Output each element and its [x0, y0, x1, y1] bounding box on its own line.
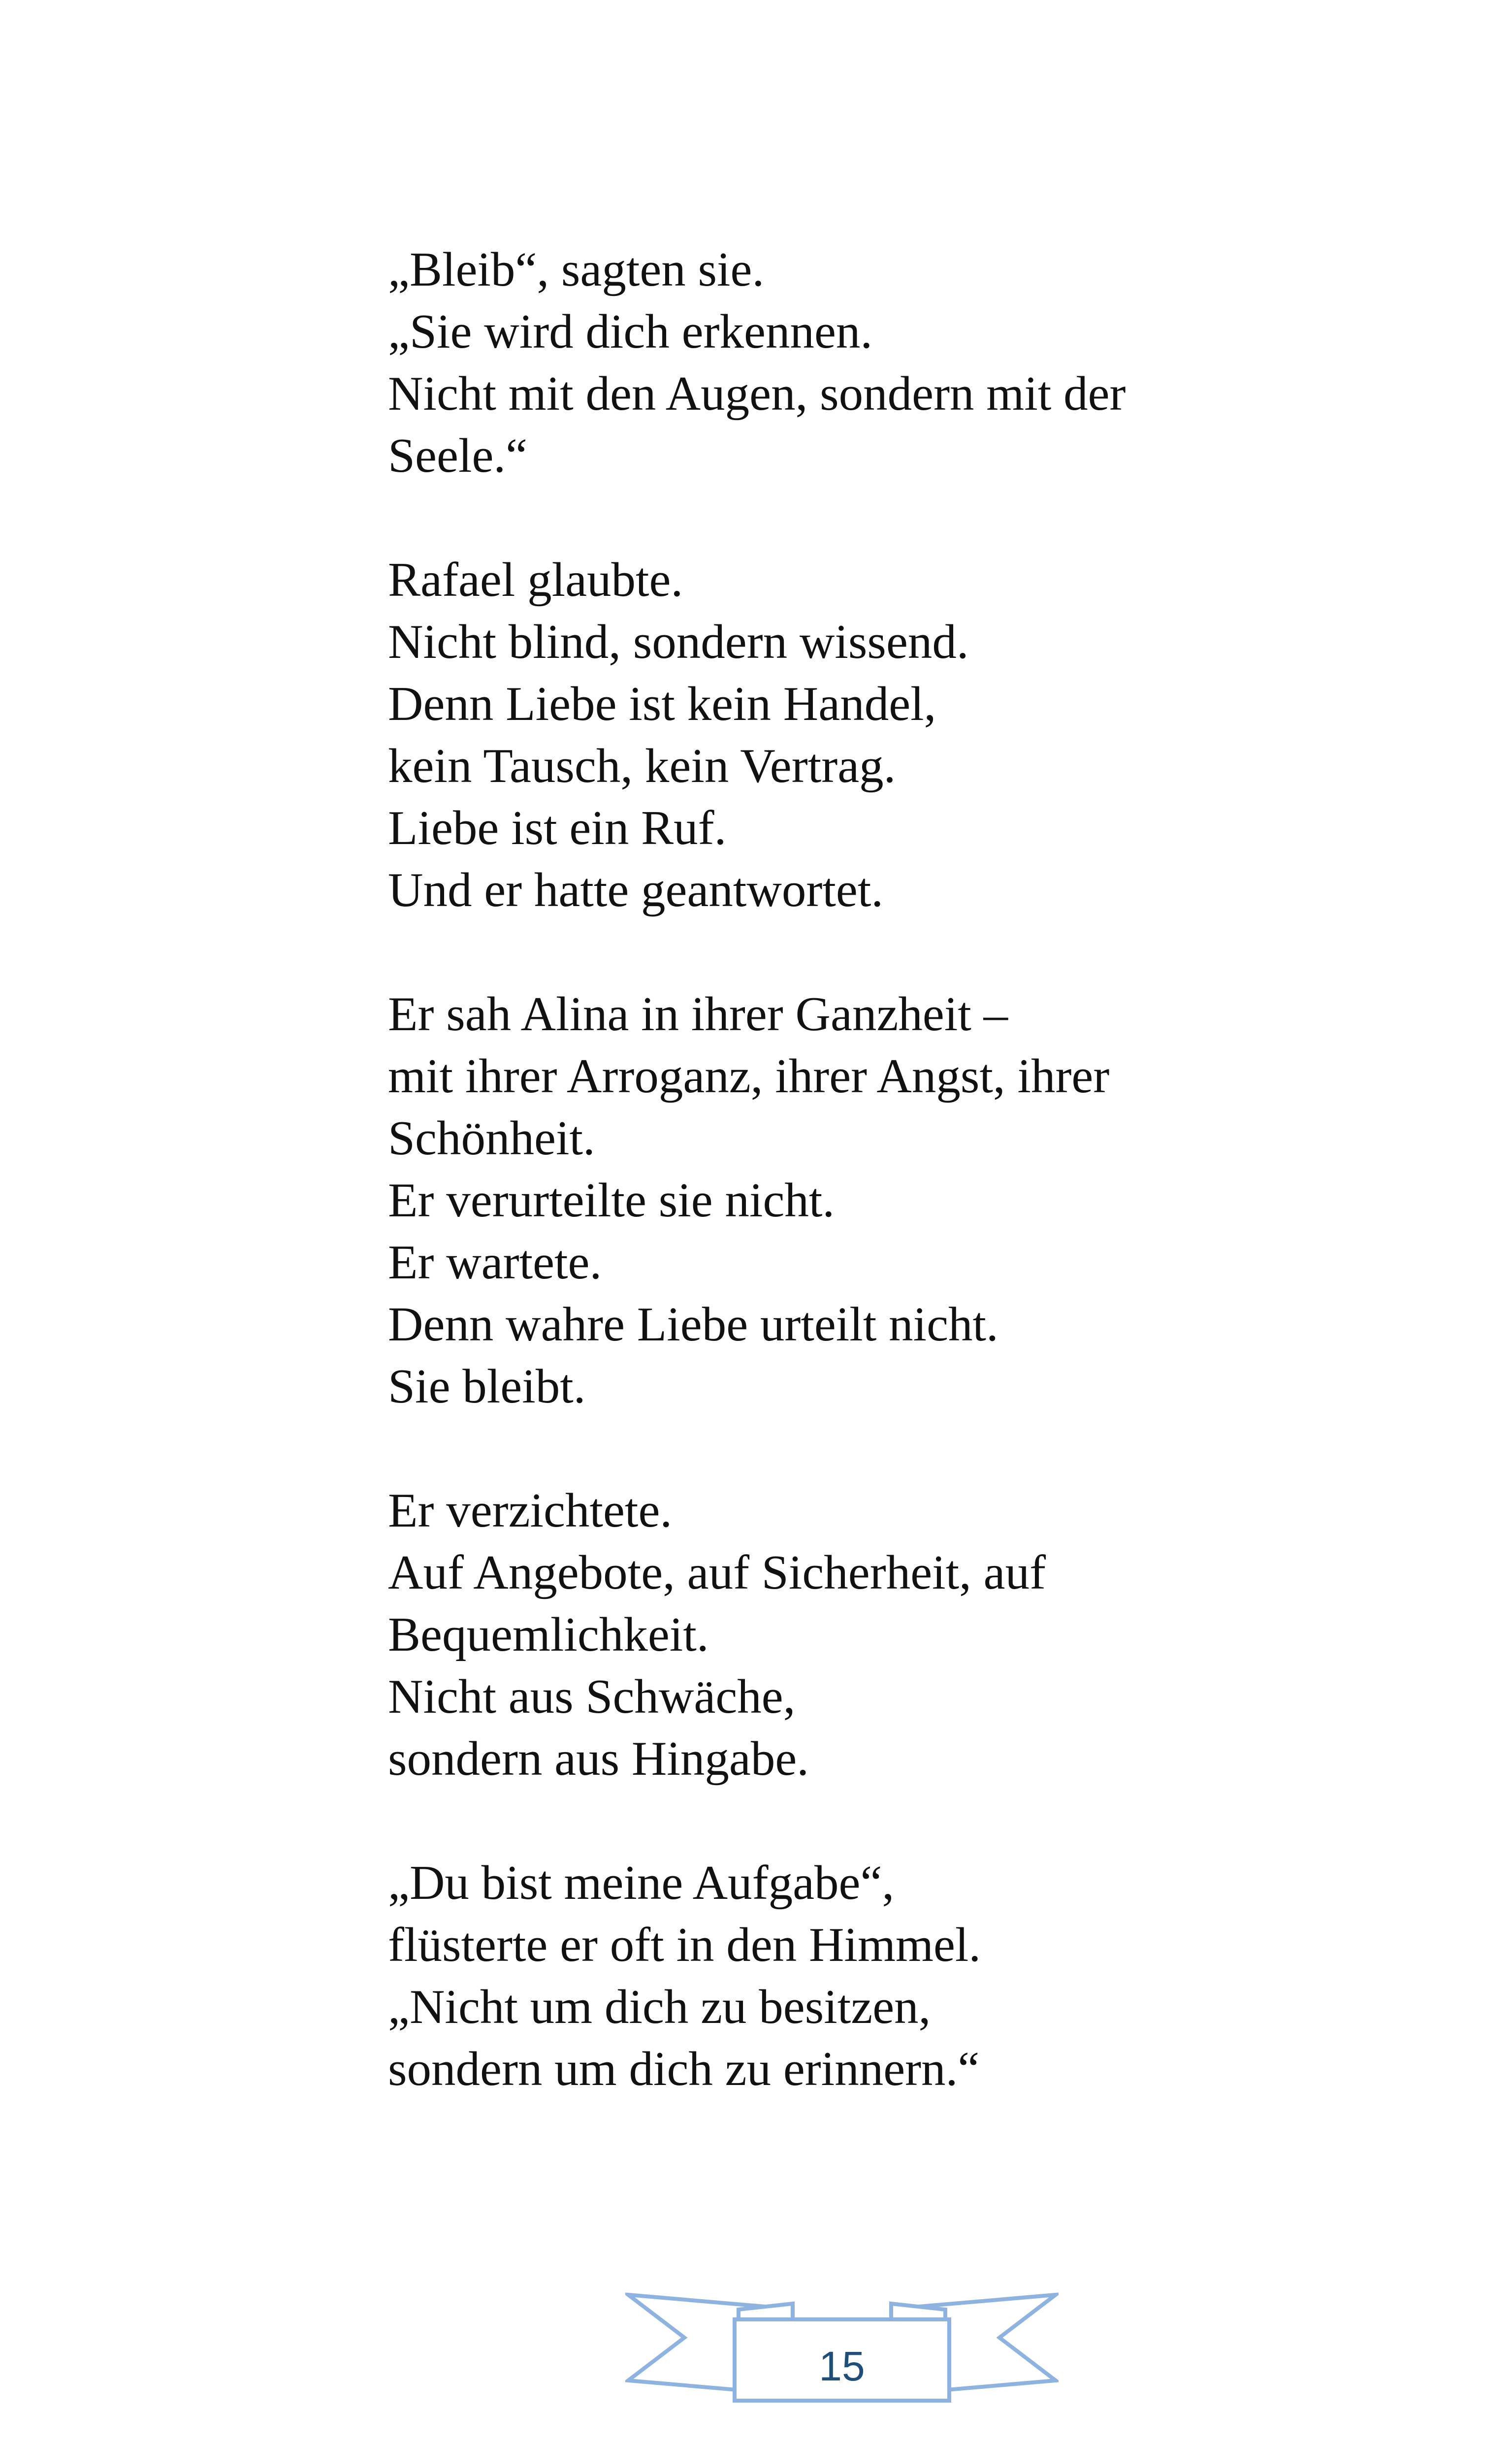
- poem-line: Schönheit.: [388, 1111, 595, 1165]
- poem-line: sondern aus Hingabe.: [388, 1732, 809, 1786]
- poem-line: Rafael glaubte.: [388, 553, 683, 607]
- poem-line: Er verzichtete.: [388, 1484, 673, 1537]
- stanza: [388, 549, 1250, 921]
- stanza: [388, 239, 1250, 487]
- stanza: [388, 983, 1250, 1418]
- poem-line: „Nicht um dich zu besitzen,: [388, 1980, 931, 2034]
- poem-line: Seele.“: [388, 429, 528, 483]
- poem-line: Er wartete.: [388, 1236, 602, 1289]
- poem-line: sondern um dich zu erinnern.“: [388, 2042, 980, 2096]
- poem-line: „Sie wird dich erkennen.: [388, 305, 873, 358]
- poem-line: Liebe ist ein Ruf.: [388, 801, 727, 855]
- poem-line: Denn wahre Liebe urteilt nicht.: [388, 1298, 998, 1351]
- poem-line: flüsterte er oft in den Himmel.: [388, 1918, 981, 1972]
- page-number-footer: [625, 2290, 1059, 2413]
- poem-line: Auf Angebote, auf Sicherheit, auf: [388, 1546, 1046, 1599]
- poem-line: Und er hatte geantwortet.: [388, 863, 884, 917]
- poem-line: mit ihrer Arroganz, ihrer Angst, ihrer: [388, 1049, 1110, 1103]
- poem-line: kein Tausch, kein Vertrag.: [388, 739, 896, 793]
- poem-line: Nicht aus Schwäche,: [388, 1670, 796, 1724]
- poem-line: „Du bist meine Aufgabe“,: [388, 1856, 895, 1910]
- poem-line: Er verurteilte sie nicht.: [388, 1173, 835, 1227]
- poem-line: Er sah Alina in ihrer Ganzheit –: [388, 987, 1008, 1041]
- poem-line: Nicht mit den Augen, sondern mit der: [388, 367, 1126, 421]
- poem-line: „Bleib“, sagten sie.: [388, 243, 765, 296]
- page-number: 15: [819, 2343, 865, 2389]
- poem-text: [388, 239, 1250, 2100]
- stanza: [388, 1852, 1250, 2100]
- poem-line: Sie bleibt.: [388, 1360, 586, 1413]
- poem-line: Nicht blind, sondern wissend.: [388, 615, 969, 669]
- stanza: [388, 1480, 1250, 1790]
- poem-line: Denn Liebe ist kein Handel,: [388, 677, 936, 731]
- poem-line: Bequemlichkeit.: [388, 1608, 709, 1661]
